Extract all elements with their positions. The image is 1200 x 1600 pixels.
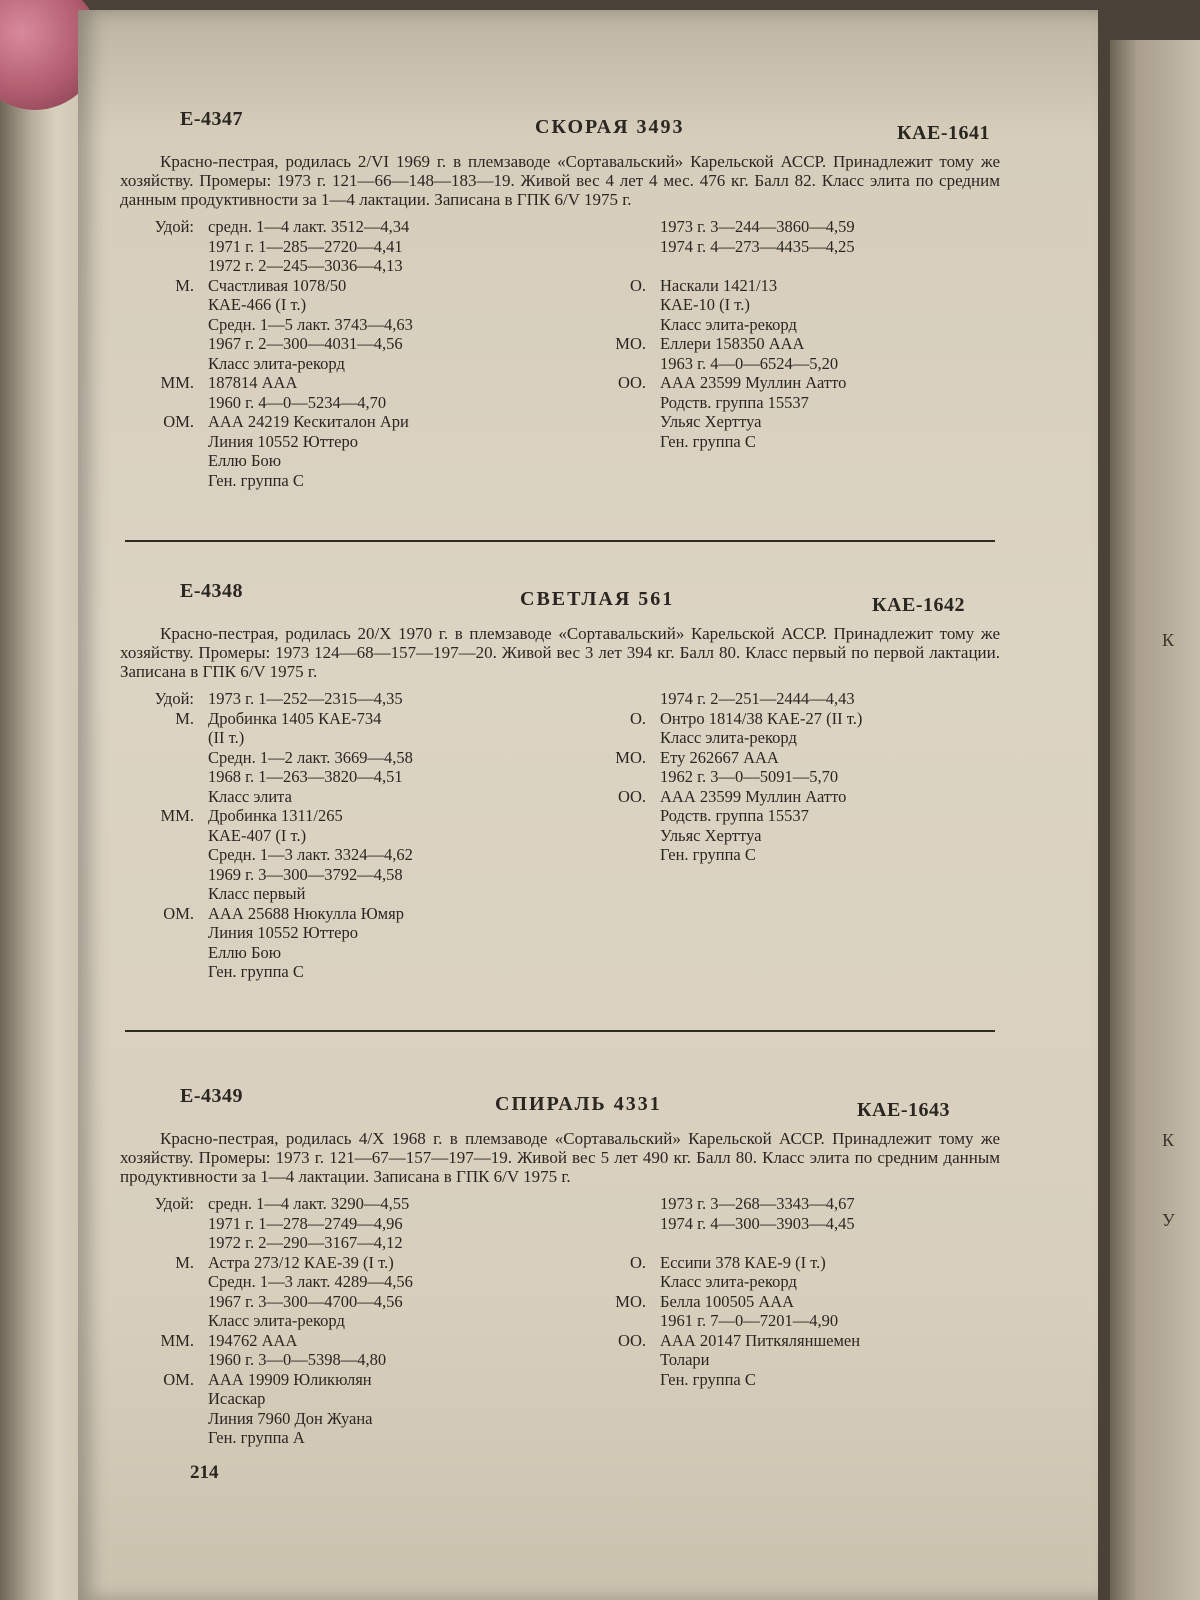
pedigree-text: Ген. группа С	[660, 845, 756, 864]
pedigree-label	[120, 1350, 208, 1370]
pedigree-label: МО.	[615, 747, 646, 767]
pedigree-label	[590, 354, 660, 374]
pedigree-line	[120, 767, 590, 787]
pedigree-line	[590, 1331, 1010, 1351]
pedigree-text: Класс элита	[208, 786, 292, 806]
pedigree-label	[590, 315, 660, 335]
pedigree-text: 1971 г. 1—278—2749—4,96	[208, 1213, 403, 1233]
entry-kae-number: КАЕ-1643	[857, 1099, 950, 1121]
pedigree-label	[120, 1311, 208, 1331]
entry-e4349	[120, 1085, 1000, 1447]
pedigree-text: Ульяс Херттуа	[660, 412, 762, 431]
entry-id: Е-4347	[180, 108, 243, 130]
pedigree-line	[120, 1409, 590, 1429]
pedigree-line	[120, 904, 590, 924]
pedigree-line	[120, 943, 590, 963]
pedigree-text: средн. 1—4 лакт. 3512—4,34	[208, 217, 410, 236]
pedigree-text: Дробинка 1405 КАЕ-734	[208, 708, 382, 728]
pedigree-text: Родств. группа 15537	[660, 806, 809, 825]
pedigree-label	[590, 432, 660, 452]
pedigree-text: Наскали 1421/13	[660, 275, 778, 295]
pedigree-label	[120, 393, 208, 413]
pedigree-text: 1962 г. 3—0—5091—5,70	[660, 767, 839, 786]
pedigree-text: Средн. 1—5 лакт. 3743—4,63	[208, 314, 413, 334]
pedigree-text: Толари	[660, 1350, 710, 1369]
pedigree-left-column	[120, 217, 590, 490]
pedigree-text: Линия 10552 Юттеро	[208, 431, 358, 451]
pedigree-line	[120, 1311, 590, 1331]
pedigree-text: 1972 г. 2—290—3167—4,12	[208, 1233, 403, 1252]
pedigree-label	[590, 393, 660, 413]
pedigree-label	[120, 432, 208, 452]
pedigree-label	[120, 1428, 208, 1448]
pedigree-line	[590, 1292, 1010, 1312]
pedigree-text: Класс элита-рекорд	[660, 728, 797, 747]
pedigree-line	[120, 451, 590, 471]
entry-description: Красно-пестрая, родилась 20/X 1970 г. в племзаводе «Сортавальский» Карельской АССР. Принадлежит тому же хозяйству. Промеры: 1973 124—68—157—197—20. Живой вес 3 лет 394 кг. Балл 80. Класс первый по первой лактации. Записана в ГПК 6/V 1975 г.	[120, 624, 1000, 681]
pedigree-text: Класс элита-рекорд	[208, 353, 345, 373]
pedigree-line	[590, 1233, 1010, 1253]
entry-name: СПИРАЛЬ 4331	[495, 1093, 662, 1115]
pedigree-line	[120, 728, 590, 748]
pedigree-label: ОМ.	[163, 412, 194, 431]
pedigree-label: О.	[629, 1252, 646, 1272]
pedigree-line	[120, 1389, 590, 1409]
pedigree-label	[120, 845, 208, 865]
pedigree-line	[120, 709, 590, 729]
pedigree-text: Средн. 1—2 лакт. 3669—4,58	[208, 747, 413, 767]
pedigree-line	[120, 237, 590, 257]
pedigree-line	[120, 962, 590, 982]
entry-header	[120, 580, 1000, 620]
pedigree-label: МО.	[615, 1291, 646, 1311]
pedigree-label	[120, 315, 208, 335]
pedigree-line	[120, 373, 590, 393]
pedigree-text: Класс элита-рекорд	[660, 314, 797, 334]
pedigree-label	[590, 1272, 660, 1292]
pedigree-label	[120, 884, 208, 904]
pedigree-line	[590, 1311, 1010, 1331]
pedigree-line	[120, 256, 590, 276]
pedigree-line	[590, 237, 1010, 257]
pedigree-label	[590, 806, 660, 826]
pedigree-label	[120, 237, 208, 257]
entry-description: Красно-пестрая, родилась 4/X 1968 г. в племзаводе «Сортавальский» Карельской АССР. Принадлежит тому же хозяйству. Промеры: 1973 г. 121—67—157—197—19. Живой вес 5 лет 490 кг. Балл 80. Класс элита по средним данным продуктивности за 1—4 лактации. Записана в ГПК 6/V 1975 г.	[120, 1129, 1000, 1186]
pedigree-line	[120, 689, 590, 709]
pedigree-label	[590, 1311, 660, 1331]
pedigree-line	[120, 315, 590, 335]
pedigree-line	[120, 1292, 590, 1312]
pedigree-text: КАЕ-10 (I т.)	[660, 295, 750, 314]
pedigree-text: средн. 1—4 лакт. 3290—4,55	[208, 1194, 410, 1213]
pedigree-line	[590, 689, 1010, 709]
pedigree-line	[120, 845, 590, 865]
pedigree-line	[120, 354, 590, 374]
pedigree-text: Ессипи 378 КАЕ-9 (I т.)	[660, 1252, 826, 1272]
facing-page-edge	[1110, 40, 1200, 1600]
pedigree-line	[590, 354, 1010, 374]
pedigree-label	[120, 943, 208, 963]
book-page-edges	[0, 40, 80, 1600]
pedigree-line	[120, 1272, 590, 1292]
pedigree-line	[590, 217, 1010, 237]
pedigree-line	[120, 884, 590, 904]
entry-header	[120, 1085, 1000, 1125]
pedigree-label	[120, 748, 208, 768]
pedigree-text: 1973 г. 1—252—2315—4,35	[208, 689, 403, 708]
pedigree-line	[590, 826, 1010, 846]
pedigree-line	[590, 1350, 1010, 1370]
pedigree-label	[590, 1194, 660, 1214]
pedigree-text: ААА 19909 Юликюлян	[208, 1369, 372, 1389]
pedigree-label: ММ.	[160, 1330, 194, 1350]
pedigree-line	[590, 728, 1010, 748]
pedigree-label	[120, 256, 208, 276]
pedigree-text: Ульяс Херттуа	[660, 825, 762, 845]
pedigree-text: Ген. группа С	[660, 1369, 756, 1389]
pedigree-line	[590, 1370, 1010, 1390]
pedigree-line	[590, 806, 1010, 826]
pedigree-line	[120, 1253, 590, 1273]
pedigree-line	[590, 1253, 1010, 1273]
pedigree-label	[120, 1292, 208, 1312]
pedigree-line	[120, 471, 590, 491]
pedigree-label	[120, 767, 208, 787]
pedigree-label	[590, 1350, 660, 1370]
pedigree-label	[590, 412, 660, 432]
pedigree-line	[590, 315, 1010, 335]
pedigree-label: ММ.	[160, 806, 194, 825]
pedigree-line	[120, 217, 590, 237]
pedigree-left-column	[120, 1194, 590, 1448]
pedigree-text: Ген. группа С	[660, 431, 756, 451]
pedigree-text: 1968 г. 1—263—3820—4,51	[208, 767, 403, 786]
facing-page-fragment: К	[1162, 630, 1175, 650]
pedigree-line	[590, 412, 1010, 432]
pedigree-label	[120, 1233, 208, 1253]
pedigree-label	[590, 767, 660, 787]
pedigree-line	[590, 334, 1010, 354]
facing-page-fragment: У	[1162, 1210, 1175, 1230]
pedigree-label: ОО.	[618, 1330, 646, 1350]
pedigree-line	[590, 1194, 1010, 1214]
pedigree-label	[120, 295, 208, 315]
pedigree-text: 1960 г. 4—0—5234—4,70	[208, 392, 387, 412]
pedigree-label	[120, 826, 208, 846]
pedigree-line	[120, 826, 590, 846]
pedigree-label	[120, 1214, 208, 1234]
pedigree-line	[590, 373, 1010, 393]
pedigree-text: Ген. группа А	[208, 1428, 305, 1447]
pedigree-text: Ген. группа С	[208, 962, 304, 981]
entry-header	[120, 108, 1000, 148]
pedigree-label: Удой:	[154, 689, 194, 708]
pedigree-text: 187814 ААА	[208, 373, 298, 392]
pedigree-text: Счастливая 1078/50	[208, 275, 347, 295]
pedigree-text: 1974 г. 4—273—4435—4,25	[660, 236, 855, 256]
pedigree-text: Линия 10552 Юттеро	[208, 923, 358, 942]
pedigree-line	[590, 295, 1010, 315]
pedigree-line	[590, 748, 1010, 768]
pedigree-right-column	[590, 689, 1010, 865]
pedigree-label	[590, 845, 660, 865]
pedigree-label: О.	[629, 708, 646, 728]
pedigree-label	[120, 354, 208, 374]
entry-kae-number: КАЕ-1641	[897, 122, 990, 144]
pedigree-text: Линия 7960 Дон Жуана	[208, 1408, 373, 1428]
pedigree-text: ААА 25688 Нюкулла Юмяр	[208, 903, 404, 923]
pedigree-text: 1961 г. 7—0—7201—4,90	[660, 1311, 839, 1330]
entry-e4347	[120, 108, 1000, 490]
pedigree-text: Еллю Бою	[208, 451, 282, 470]
pedigree-line	[120, 1194, 590, 1214]
entry-id: Е-4349	[180, 1085, 243, 1107]
pedigree-text: ААА 24219 Кескиталон Ари	[208, 412, 409, 431]
pedigree-label	[120, 334, 208, 354]
pedigree-label: МО.	[615, 334, 646, 353]
pedigree-label	[590, 728, 660, 748]
pedigree-text: Класс первый	[208, 884, 306, 903]
pedigree-text: Еллю Бою	[208, 942, 282, 962]
pedigree-left-column	[120, 689, 590, 982]
pedigree-text: 1972 г. 2—245—3036—4,13	[208, 256, 403, 275]
pedigree-text: Класс элита-рекорд	[208, 1311, 345, 1330]
pedigree-label	[590, 1214, 660, 1234]
pedigree-line	[590, 256, 1010, 276]
pedigree-label	[590, 689, 660, 709]
pedigree-line	[120, 1214, 590, 1234]
pedigree-text: 1973 г. 3—244—3860—4,59	[660, 217, 855, 236]
pedigree-text: КАЕ-466 (I т.)	[208, 295, 307, 314]
pedigree-line	[590, 767, 1010, 787]
pedigree-line	[590, 709, 1010, 729]
pedigree-text: 1967 г. 3—300—4700—4,56	[208, 1291, 403, 1311]
pedigree-label	[120, 451, 208, 471]
pedigree-label	[590, 295, 660, 315]
pedigree-text: 1971 г. 1—285—2720—4,41	[208, 236, 403, 256]
pedigree-text: 1967 г. 2—300—4031—4,56	[208, 334, 403, 353]
pedigree-right-column	[590, 1194, 1010, 1389]
pedigree-label	[120, 923, 208, 943]
pedigree-line	[120, 412, 590, 432]
pedigree-label	[120, 1272, 208, 1292]
pedigree-line	[590, 393, 1010, 413]
pedigree-text: Белла 100505 ААА	[660, 1291, 795, 1311]
pedigree-text: Родств. группа 15537	[660, 392, 809, 412]
pedigree-text: Онтро 1814/38 КАЕ-27 (II т.)	[660, 708, 863, 728]
pedigree-label: ОО.	[618, 373, 646, 392]
entry-name: СВЕТЛАЯ 561	[520, 588, 675, 610]
section-divider	[125, 1030, 995, 1032]
pedigree-line	[590, 1214, 1010, 1234]
pedigree-label: Удой:	[154, 1194, 194, 1213]
pedigree-text: Ету 262667 ААА	[660, 747, 779, 767]
pedigree-line	[120, 1370, 590, 1390]
facing-page-fragment: К	[1162, 1130, 1175, 1150]
section-divider	[125, 540, 995, 542]
pedigree-label	[590, 237, 660, 257]
pedigree-label: ММ.	[160, 373, 194, 392]
pedigree-label: М.	[175, 1252, 194, 1272]
pedigree-text: 194762 ААА	[208, 1330, 298, 1350]
pedigree-text: 1974 г. 4—300—3903—4,45	[660, 1213, 855, 1233]
pedigree-line	[120, 1233, 590, 1253]
pedigree-right-column	[590, 217, 1010, 451]
pedigree-label: М.	[175, 275, 194, 295]
pedigree-text: Класс элита-рекорд	[660, 1272, 797, 1291]
pedigree-text: Средн. 1—3 лакт. 4289—4,56	[208, 1272, 413, 1291]
pedigree-label	[120, 1409, 208, 1429]
pedigree-line	[120, 295, 590, 315]
pedigree-text: КАЕ-407 (I т.)	[208, 825, 307, 845]
pedigree-line	[120, 393, 590, 413]
pedigree-label: ОМ.	[163, 1369, 194, 1389]
pedigree-line	[120, 1350, 590, 1370]
pedigree-line	[120, 787, 590, 807]
pedigree-label	[120, 1389, 208, 1409]
pedigree-label	[120, 471, 208, 491]
pedigree-label	[120, 962, 208, 982]
pedigree-line	[590, 432, 1010, 452]
pedigree-text: Ген. группа С	[208, 470, 304, 490]
pedigree-label	[590, 256, 660, 276]
pedigree-label	[590, 217, 660, 237]
pedigree-text: Исаскар	[208, 1389, 266, 1408]
pedigree-text: 1974 г. 2—251—2444—4,43	[660, 689, 855, 708]
pedigree-text: 1963 г. 4—0—6524—5,20	[660, 353, 839, 373]
pedigree-line	[590, 276, 1010, 296]
pedigree-line	[590, 787, 1010, 807]
pedigree-text: ААА 20147 Питкяляншемен	[660, 1330, 861, 1350]
pedigree-line	[120, 1428, 590, 1448]
pedigree-text: Еллери 158350 ААА	[660, 334, 805, 353]
pedigree-line	[120, 276, 590, 296]
entry-id: Е-4348	[180, 580, 243, 602]
pedigree-label	[120, 865, 208, 885]
pedigree-text: Дробинка 1311/265	[208, 806, 343, 825]
entry-e4348	[120, 580, 1000, 981]
pedigree-line	[120, 1331, 590, 1351]
pedigree-text: ААА 23599 Муллин Аатто	[660, 786, 847, 806]
pedigree-text: ААА 23599 Муллин Аатто	[660, 373, 847, 392]
entry-description: Красно-пестрая, родилась 2/VI 1969 г. в племзаводе «Сортавальский» Карельской АССР. Принадлежит тому же хозяйству. Промеры: 1973 г. 121—66—148—183—19. Живой вес 4 лет 4 мес. 476 кг. Балл 82. Класс элита по средним данным продуктивности за 1—4 лактации. Записана в ГПК 6/V 1975 г.	[120, 152, 1000, 209]
pedigree-line	[120, 923, 590, 943]
pedigree-line	[120, 432, 590, 452]
pedigree-label: М.	[175, 708, 194, 728]
pedigree-line	[120, 865, 590, 885]
pedigree-label: Удой:	[154, 217, 194, 236]
pedigree-label: ОО.	[618, 786, 646, 806]
pedigree-line	[120, 748, 590, 768]
pedigree-line	[590, 845, 1010, 865]
entry-kae-number: КАЕ-1642	[872, 594, 965, 616]
pedigree-label: О.	[629, 275, 646, 295]
pedigree-text: (II т.)	[208, 728, 245, 747]
pedigree-label: ОМ.	[163, 903, 194, 923]
pedigree-text: 1969 г. 3—300—3792—4,58	[208, 864, 403, 884]
pedigree-label	[590, 1233, 660, 1253]
pedigree-line	[120, 334, 590, 354]
pedigree-label	[590, 826, 660, 846]
pedigree-label	[120, 787, 208, 807]
pedigree-text: Средн. 1—3 лакт. 3324—4,62	[208, 845, 413, 864]
pedigree-line	[120, 806, 590, 826]
pedigree-text: 1960 г. 3—0—5398—4,80	[208, 1350, 387, 1369]
pedigree-text: Астра 273/12 КАЕ-39 (I т.)	[208, 1252, 394, 1272]
page-number: 214	[190, 1462, 219, 1483]
entry-name: СКОРАЯ 3493	[535, 116, 685, 138]
pedigree-line	[590, 1272, 1010, 1292]
pedigree-label	[590, 1370, 660, 1390]
pedigree-label	[120, 728, 208, 748]
pedigree-text: 1973 г. 3—268—3343—4,67	[660, 1194, 855, 1213]
